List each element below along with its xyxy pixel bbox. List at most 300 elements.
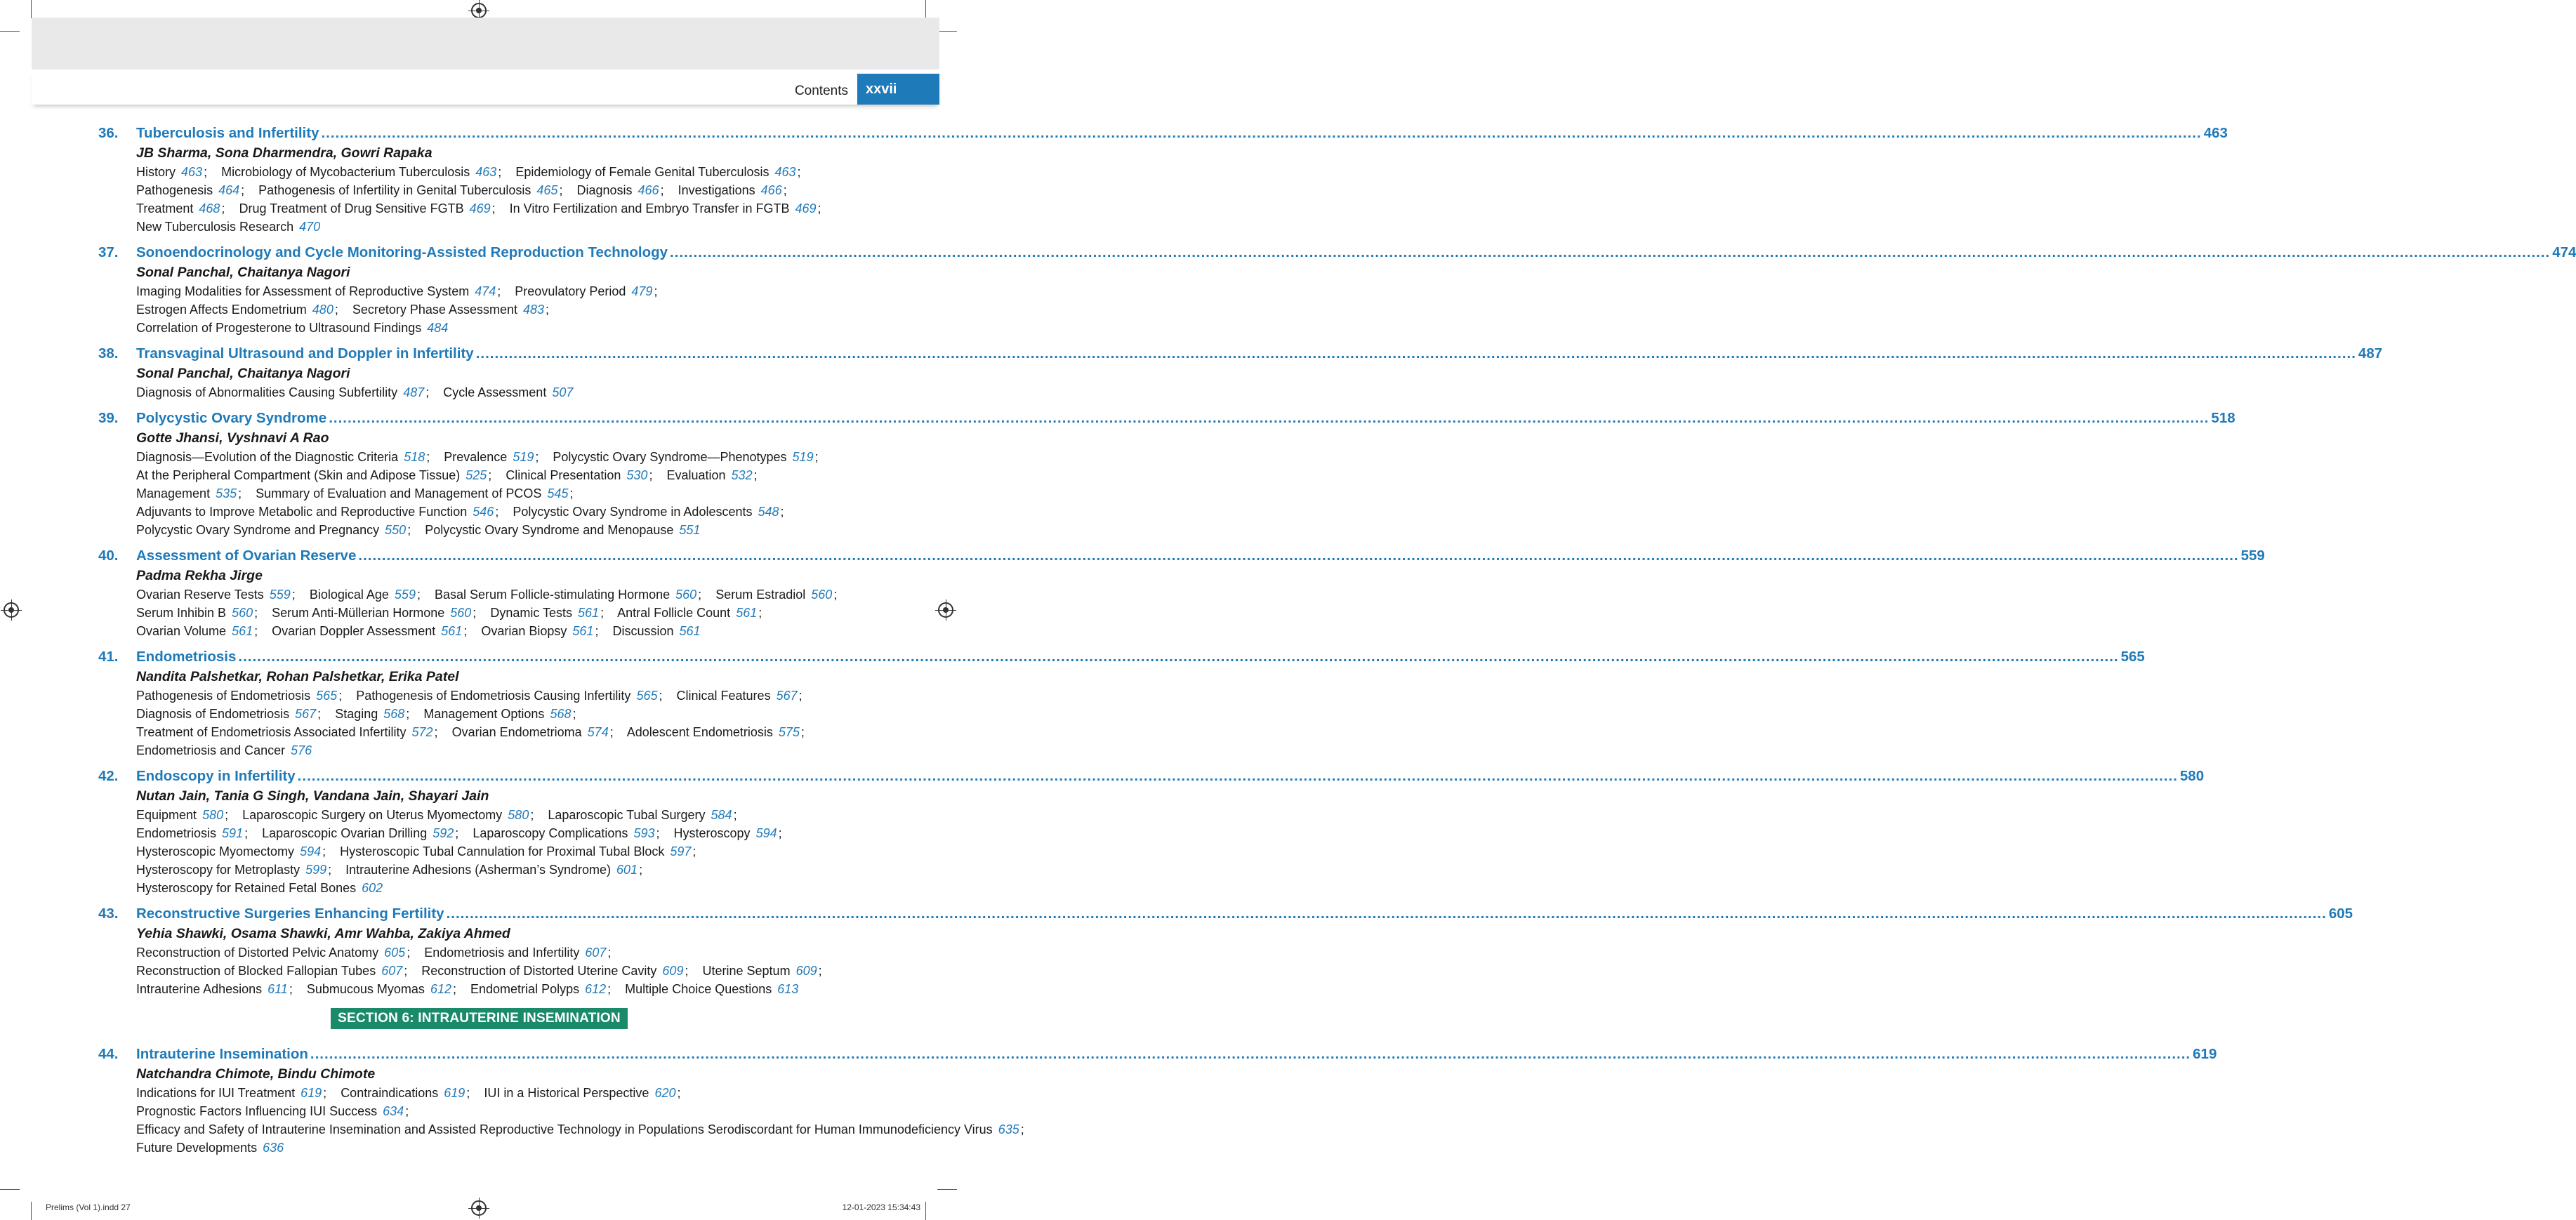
chapter-number: 42. [98, 768, 119, 784]
topic-separator: ; [244, 826, 249, 840]
topic-page[interactable]: 601 [616, 863, 638, 877]
topic-separator: ; [473, 606, 477, 620]
topic-page[interactable]: 574 [587, 725, 609, 739]
chapter-authors: Gotte Jhansi, Vyshnavi A Rao [136, 430, 329, 446]
registration-mark-icon [938, 602, 953, 618]
topic-page[interactable]: 525 [465, 468, 487, 482]
topic-separator: ; [595, 624, 599, 638]
chapter-authors: Natchandra Chimote, Bindu Chimote [136, 1066, 376, 1082]
topic-item [262, 826, 454, 840]
chapter-page[interactable]: 565 [2120, 649, 2145, 665]
topic-page[interactable]: 635 [998, 1122, 1019, 1136]
topic-item [136, 606, 253, 620]
chapter-title-line[interactable] [98, 409, 2235, 428]
topic-page[interactable]: 572 [411, 725, 433, 739]
topic-title: Drug Treatment of Drug Sensitive FGTB [239, 201, 464, 216]
topic-page[interactable]: 466 [638, 183, 659, 197]
topic-separator: ; [818, 964, 822, 978]
topic-page[interactable]: 576 [291, 743, 312, 757]
topic-title: Treatment of Endometriosis Associated Infertility [136, 725, 407, 739]
topic-item [136, 201, 220, 216]
topic-title: Endometriosis and Infertility [424, 946, 580, 960]
topic-page[interactable]: 619 [444, 1086, 465, 1100]
topic-title: Polycystic Ovary Syndrome—Phenotypes [553, 450, 787, 464]
topic-title: Pathogenesis of Endometriosis [136, 689, 311, 703]
chapter-title[interactable]: Assessment of Ovarian Reserve [136, 548, 357, 564]
registration-mark-icon [471, 3, 487, 18]
topic-page[interactable]: 561 [736, 606, 758, 620]
topic-separator: ; [569, 486, 574, 500]
topic-item [136, 321, 448, 335]
topic-page[interactable]: 464 [218, 183, 240, 197]
topic-title: Multiple Choice Questions [625, 982, 772, 996]
chapter-title[interactable]: Transvaginal Ultrasound and Doppler in Infertility [136, 345, 474, 362]
chapter-topics [136, 1084, 1024, 1157]
topic-title: Imaging Modalities for Assessment of Reproductive System [136, 284, 470, 298]
topic-separator: ; [685, 964, 689, 978]
chapter-number: 36. [98, 125, 119, 141]
topic-title: Preovulatory Period [515, 284, 626, 298]
topic-title: Intrauterine Adhesions [136, 982, 263, 996]
chapter-title-line[interactable] [98, 344, 2383, 364]
topic-item [715, 588, 832, 602]
topic-title: Reconstruction of Distorted Pelvic Anatomy [136, 946, 379, 960]
topic-separator: ; [407, 523, 411, 537]
topic-title: Hysteroscopy for Retained Fetal Bones [136, 881, 357, 895]
topic-title: At the Peripheral Compartment (Skin and Adipose Tissue) [136, 468, 461, 482]
topic-page[interactable]: 560 [675, 588, 697, 602]
topic-item [136, 863, 326, 877]
leader-dots: ................................................................................................................................................................................................................................................................................................................................................................................................................ [329, 410, 2210, 426]
topic-item [136, 707, 316, 721]
topic-page[interactable]: 592 [432, 826, 454, 840]
topic-item [221, 165, 496, 179]
topic-page[interactable]: 607 [585, 946, 607, 960]
topic-page[interactable]: 602 [362, 881, 383, 895]
chapter-title[interactable]: Polycystic Ovary Syndrome [136, 410, 327, 426]
topic-separator: ; [660, 183, 664, 197]
topic-item [444, 450, 534, 464]
topic-item [136, 486, 237, 500]
topic-item [136, 964, 402, 978]
topic-page[interactable]: 580 [202, 808, 224, 822]
topic-page[interactable]: 580 [508, 808, 529, 822]
chapter-title[interactable]: Reconstructive Surgeries Enhancing Fertility [136, 906, 444, 922]
topic-page[interactable]: 613 [777, 982, 799, 996]
chapter-title[interactable]: Tuberculosis and Infertility [136, 125, 319, 141]
topic-page[interactable]: 560 [811, 588, 833, 602]
topic-page[interactable]: 466 [760, 183, 782, 197]
topic-title: Clinical Presentation [506, 468, 621, 482]
topic-item [136, 165, 202, 179]
topic-title: Basal Serum Follicle-stimulating Hormone [435, 588, 671, 602]
topic-item [136, 385, 424, 399]
topic-page[interactable]: 532 [731, 468, 753, 482]
topic-separator: ; [649, 468, 653, 482]
topic-title: Ovarian Endometrioma [451, 725, 582, 739]
topic-title: Laparoscopic Tubal Surgery [548, 808, 706, 822]
topic-item [136, 881, 383, 895]
topic-separator: ; [559, 183, 563, 197]
topic-item [352, 303, 544, 317]
chapter-page[interactable]: 518 [2211, 410, 2235, 426]
topic-title: Diagnosis [576, 183, 633, 197]
chapter-authors: Nutan Jain, Tania G Singh, Vandana Jain, Shayari Jain [136, 788, 489, 804]
crop-mark [937, 1189, 957, 1190]
topic-separator: ; [1020, 1122, 1024, 1136]
section-banner [98, 1008, 860, 1029]
topic-item [136, 284, 496, 298]
crop-mark [31, 1202, 32, 1220]
topic-page[interactable]: 469 [795, 201, 817, 216]
topic-separator: ; [535, 450, 539, 464]
topic-title: Epidemiology of Female Genital Tuberculosis [515, 165, 770, 179]
topic-item [548, 808, 732, 822]
topic-item [515, 165, 795, 179]
topic-separator: ; [530, 808, 534, 822]
topic-page[interactable]: 474 [475, 284, 496, 298]
topic-separator: ; [434, 725, 438, 739]
topic-title: Polycystic Ovary Syndrome in Adolescents [513, 505, 753, 519]
topic-title: Indications for IUI Treatment [136, 1086, 296, 1100]
chapter-title-line[interactable] [98, 546, 2265, 566]
topic-item [307, 982, 451, 996]
topic-title: Ovarian Volume [136, 624, 227, 638]
topic-title: Clinical Features [676, 689, 771, 703]
topic-separator: ; [491, 201, 496, 216]
topic-title: Hysteroscopy for Metroplasty [136, 863, 300, 877]
topic-separator: ; [241, 183, 245, 197]
topic-page[interactable]: 584 [711, 808, 732, 822]
topic-item [515, 284, 652, 298]
topic-title: Efficacy and Safety of Intrauterine Insemination and Assisted Reproductive Technology in Populations Serodiscordant for Human Immunodeficiency Virus [136, 1122, 993, 1136]
topic-title: Discussion [612, 624, 674, 638]
topic-item [136, 183, 239, 197]
chapter-number: 44. [98, 1046, 119, 1062]
topic-title: Evaluation [666, 468, 726, 482]
topic-item [481, 624, 593, 638]
topic-page[interactable]: 634 [383, 1104, 404, 1118]
topic-separator: ; [780, 505, 784, 519]
chapter-title-line[interactable] [98, 243, 2576, 263]
topic-item [510, 201, 817, 216]
topic-page[interactable]: 594 [755, 826, 777, 840]
running-head: Contents [794, 84, 848, 98]
topic-page[interactable]: 565 [316, 689, 338, 703]
topic-separator: ; [338, 689, 343, 703]
topic-title: Intrauterine Adhesions (Asherman’s Syndrome) [345, 863, 612, 877]
topic-item [136, 588, 291, 602]
topic-item [473, 826, 654, 840]
topic-item [703, 964, 817, 978]
topic-separator: ; [814, 450, 819, 464]
topic-separator: ; [328, 863, 332, 877]
topic-item [136, 523, 406, 537]
topic-separator: ; [639, 863, 643, 877]
topic-title: IUI in a Historical Perspective [484, 1086, 649, 1100]
topic-page[interactable]: 593 [633, 826, 655, 840]
toc-entry [98, 647, 2145, 760]
chapter-topics [136, 806, 860, 897]
leader-dots: ................................................................................................................................................................................................................................................................................................................................................................................................................ [475, 345, 2356, 362]
topic-page[interactable]: 560 [232, 606, 253, 620]
chapter-number: 41. [98, 649, 119, 665]
topic-page[interactable]: 619 [300, 1086, 322, 1100]
chapter-authors: Sonal Panchal, Chaitanya Nagori [136, 366, 350, 381]
topic-title: Secretory Phase Assessment [352, 303, 517, 317]
topic-item [239, 201, 490, 216]
topic-page[interactable]: 535 [216, 486, 237, 500]
topic-page[interactable]: 519 [513, 450, 534, 464]
topic-page[interactable]: 519 [792, 450, 814, 464]
topic-title: Antral Follicle Count [617, 606, 731, 620]
topic-page[interactable]: 607 [381, 964, 403, 978]
topic-page[interactable]: 594 [300, 844, 322, 858]
chapter-page[interactable]: 619 [2193, 1046, 2217, 1062]
topic-item [506, 468, 647, 482]
topic-item [258, 183, 557, 197]
topic-item [627, 725, 800, 739]
chapter-title[interactable]: Intrauterine Insemination [136, 1046, 308, 1062]
chapter-title-line[interactable] [98, 124, 2228, 143]
topic-page[interactable]: 597 [670, 844, 692, 858]
chapter-page[interactable]: 580 [2179, 768, 2205, 784]
topic-page[interactable]: 612 [585, 982, 607, 996]
topic-page[interactable]: 561 [679, 624, 701, 638]
chapter-authors: Sonal Panchal, Chaitanya Nagori [136, 265, 350, 280]
chapter-authors: Padma Rekha Jirge [136, 568, 263, 583]
topic-item [136, 844, 321, 858]
crop-mark [31, 0, 32, 18]
topic-page[interactable]: 609 [662, 964, 684, 978]
topic-page[interactable]: 546 [473, 505, 494, 519]
topic-page[interactable]: 518 [404, 450, 425, 464]
topic-page[interactable]: 463 [774, 165, 796, 179]
topic-separator: ; [238, 486, 242, 500]
topic-separator: ; [572, 707, 576, 721]
topic-item [136, 303, 333, 317]
topic-separator: ; [497, 284, 501, 298]
topic-title: Submucous Myomas [306, 982, 425, 996]
table-of-contents [98, 124, 2576, 1164]
topic-separator: ; [607, 982, 612, 996]
topic-page[interactable]: 465 [536, 183, 558, 197]
topic-title: Reconstruction of Distorted Uterine Cavity [421, 964, 657, 978]
topic-page[interactable]: 484 [427, 321, 449, 335]
topic-page[interactable]: 568 [383, 707, 405, 721]
topic-page[interactable]: 469 [469, 201, 491, 216]
chapter-number: 37. [98, 244, 119, 260]
chapter-number: 43. [98, 906, 119, 922]
topic-item [136, 946, 405, 960]
chapter-topics [136, 448, 860, 539]
topic-item [310, 588, 416, 602]
topic-page[interactable]: 480 [312, 303, 333, 317]
chapter-title[interactable]: Endoscopy in Infertility [136, 768, 296, 784]
topic-title: History [136, 165, 176, 179]
chapter-number: 39. [98, 410, 119, 426]
topic-item [345, 863, 638, 877]
topic-separator: ; [546, 303, 550, 317]
topic-title: Management Options [423, 707, 545, 721]
topic-page[interactable]: 611 [267, 982, 288, 996]
topic-separator: ; [758, 606, 762, 620]
topic-page[interactable]: 591 [222, 826, 244, 840]
topic-title: Contraindications [341, 1086, 439, 1100]
topic-page[interactable]: 568 [550, 707, 572, 721]
topic-item [136, 624, 253, 638]
topic-item [136, 689, 337, 703]
topic-item [136, 808, 223, 822]
topic-separator: ; [600, 606, 605, 620]
topic-item [136, 220, 320, 234]
topic-page[interactable]: 545 [547, 486, 569, 500]
topic-page[interactable]: 559 [269, 588, 291, 602]
topic-title: Pathogenesis of Endometriosis Causing Infertility [356, 689, 631, 703]
topic-item [256, 486, 568, 500]
chapter-page[interactable]: 605 [2328, 906, 2353, 922]
topic-title: Management [136, 486, 211, 500]
topic-title: Hysteroscopy [673, 826, 751, 840]
topic-item [484, 1086, 675, 1100]
toc-entry [98, 1045, 2217, 1157]
leader-dots: ................................................................................................................................................................................................................................................................................................................................................................................................................ [310, 1046, 2191, 1062]
topic-page[interactable]: 468 [199, 201, 220, 216]
topic-separator: ; [334, 303, 338, 317]
chapter-authors: Yehia Shawki, Osama Shawki, Amr Wahba, Zakiya Ahmed [136, 926, 510, 941]
topic-separator: ; [225, 808, 229, 822]
topic-separator: ; [783, 183, 787, 197]
topic-page[interactable]: 560 [450, 606, 472, 620]
chapter-page[interactable]: 474 [2552, 244, 2576, 260]
topic-page[interactable]: 559 [394, 588, 416, 602]
chapter-number: 38. [98, 345, 119, 362]
topic-separator: ; [323, 1086, 327, 1100]
topic-title: Investigations [678, 183, 755, 197]
slug-filename: Prelims (Vol 1).indd 27 [46, 1202, 131, 1212]
topic-page[interactable]: 561 [578, 606, 600, 620]
topic-item [242, 808, 529, 822]
topic-title: In Vitro Fertilization and Embryo Transfer in FGTB [509, 201, 790, 216]
topic-page[interactable]: 567 [776, 689, 798, 703]
topic-title: Summary of Evaluation and Management of PCOS [256, 486, 542, 500]
topic-item [678, 183, 782, 197]
topic-page[interactable]: 483 [522, 303, 545, 317]
topic-page[interactable]: 609 [795, 964, 817, 978]
topic-item [625, 982, 798, 996]
leader-dots: ................................................................................................................................................................................................................................................................................................................................................................................................................ [321, 125, 2202, 141]
chapter-topics [136, 383, 860, 402]
topic-separator: ; [797, 165, 801, 179]
topic-separator: ; [698, 588, 702, 602]
chapter-page[interactable]: 463 [2203, 125, 2228, 141]
chapter-topics [136, 943, 860, 998]
topic-separator: ; [607, 946, 612, 960]
topic-page[interactable]: 548 [758, 505, 779, 519]
topic-page[interactable]: 470 [299, 220, 321, 234]
topic-page[interactable]: 612 [430, 982, 451, 996]
topic-page[interactable]: 550 [385, 523, 407, 537]
topic-title: Pathogenesis [136, 183, 213, 197]
slug-timestamp: 12-01-2023 15:34:43 [842, 1202, 920, 1212]
chapter-topics [136, 585, 860, 640]
topic-page[interactable]: 561 [441, 624, 463, 638]
toc-entry [98, 767, 2205, 897]
topic-title: Prevalence [444, 450, 508, 464]
toc-entry [98, 243, 2576, 337]
topic-separator: ; [833, 588, 838, 602]
topic-page[interactable]: 599 [305, 863, 327, 877]
topic-separator: ; [254, 624, 258, 638]
topic-item [340, 844, 691, 858]
topic-page[interactable]: 561 [232, 624, 253, 638]
topic-item [136, 1086, 322, 1100]
topic-page[interactable]: 567 [295, 707, 317, 721]
toc-entry [98, 409, 2235, 539]
topic-page[interactable]: 551 [679, 523, 701, 537]
topic-item [470, 982, 606, 996]
chapter-title-line[interactable] [98, 904, 2353, 924]
topic-page[interactable]: 575 [778, 725, 800, 739]
topic-separator: ; [254, 606, 258, 620]
topic-page[interactable]: 565 [636, 689, 658, 703]
topic-item [677, 689, 798, 703]
leader-dots: ................................................................................................................................................................................................................................................................................................................................................................................................................ [238, 649, 2119, 665]
topic-title: Serum Anti-Müllerian Hormone [272, 606, 445, 620]
topic-page[interactable]: 479 [631, 284, 653, 298]
topic-page[interactable]: 605 [384, 946, 406, 960]
topic-separator: ; [416, 588, 421, 602]
topic-title: Diagnosis of Abnormalities Causing Subfertility [136, 385, 398, 399]
chapter-title-line[interactable] [98, 1045, 2217, 1064]
chapter-page[interactable]: 487 [2358, 345, 2383, 362]
topic-page[interactable]: 636 [263, 1141, 284, 1155]
topic-separator: ; [455, 826, 459, 840]
topic-title: Pathogenesis of Infertility in Genital Tuberculosis [258, 183, 531, 197]
topic-page[interactable]: 487 [403, 385, 425, 399]
chapter-title[interactable]: Endometriosis [136, 649, 237, 665]
section-banner-label: SECTION 6: INTRAUTERINE INSEMINATION [331, 1008, 628, 1029]
topic-separator: ; [291, 588, 296, 602]
topic-page[interactable]: 463 [475, 165, 497, 179]
topic-separator: ; [426, 450, 430, 464]
topic-page[interactable]: 620 [654, 1086, 676, 1100]
topic-page[interactable]: 530 [626, 468, 648, 482]
topic-item [513, 505, 779, 519]
topic-separator: ; [406, 707, 410, 721]
topic-separator: ; [407, 946, 411, 960]
chapter-title[interactable]: Sonoendocrinology and Cycle Monitoring-Assisted Reproduction Technology [136, 244, 668, 260]
topic-item [612, 624, 700, 638]
crop-mark [0, 31, 20, 32]
topic-page[interactable]: 463 [181, 165, 203, 179]
topic-title: Serum Estradiol [715, 588, 806, 602]
chapter-title-line[interactable] [98, 647, 2145, 667]
topic-title: Estrogen Affects Endometrium [136, 303, 307, 317]
topic-page[interactable]: 507 [552, 385, 574, 399]
topic-separator: ; [798, 689, 802, 703]
topic-title: Correlation of Progesterone to Ultrasound Findings [136, 321, 422, 335]
topic-item [272, 624, 462, 638]
topic-title: Polycystic Ovary Syndrome and Menopause [425, 523, 674, 537]
toc-entries [98, 1045, 2217, 1157]
topic-title: Reconstruction of Blocked Fallopian Tubes [136, 964, 376, 978]
chapter-title-line[interactable] [98, 767, 2205, 786]
topic-page[interactable]: 561 [572, 624, 594, 638]
header-band [32, 18, 939, 69]
topic-separator: ; [778, 826, 782, 840]
chapter-page[interactable]: 559 [2240, 548, 2265, 564]
